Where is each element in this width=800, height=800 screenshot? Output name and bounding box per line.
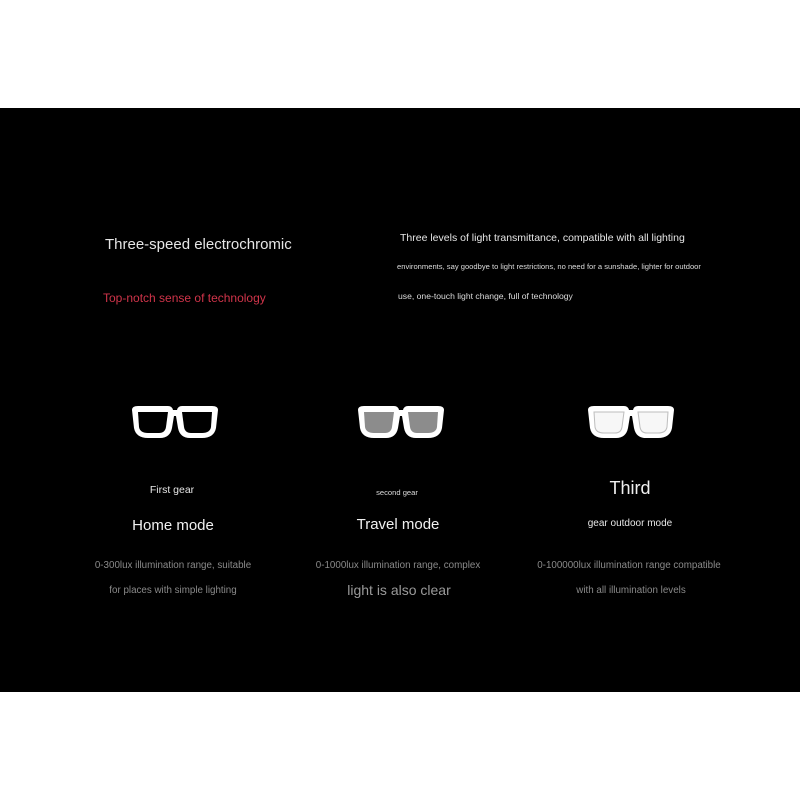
feature-panel xyxy=(0,108,800,692)
description-line-3: use, one-touch light change, full of technology xyxy=(398,291,573,301)
mode-2-title: Travel mode xyxy=(356,516,440,533)
description-line-2: environments, say goodbye to light restrictions, no need for a sunshade, lighter for outdoor xyxy=(397,262,701,271)
white-lens-glasses-icon xyxy=(586,404,676,444)
headline: Three-speed electrochromic xyxy=(105,236,292,253)
subheadline: Top-notch sense of technology xyxy=(103,291,266,305)
mode-1-title: Home mode xyxy=(132,517,214,534)
mode-1-range-line-1: 0-300lux illumination range, suitable xyxy=(94,560,252,571)
mode-3-range-line-2: with all illumination levels xyxy=(576,585,686,596)
description-line-1: Three levels of light transmittance, compatible with all lighting xyxy=(400,232,685,244)
mode-2-range-line-1: 0-1000lux illumination range, complex xyxy=(315,560,481,571)
mode-3-title: gear outdoor mode xyxy=(587,518,673,529)
clear-lens-glasses-icon xyxy=(130,404,220,444)
mode-2-gear: second gear xyxy=(376,488,418,497)
mode-3-range-line-1: 0-100000lux illumination range compatible xyxy=(537,560,721,571)
tinted-lens-glasses-icon xyxy=(356,404,446,444)
mode-2-range-line-2: light is also clear xyxy=(347,582,451,598)
mode-1-range-line-2: for places with simple lighting xyxy=(109,585,237,596)
mode-3-gear: Third xyxy=(609,478,651,498)
mode-1-gear: First gear xyxy=(149,484,195,496)
